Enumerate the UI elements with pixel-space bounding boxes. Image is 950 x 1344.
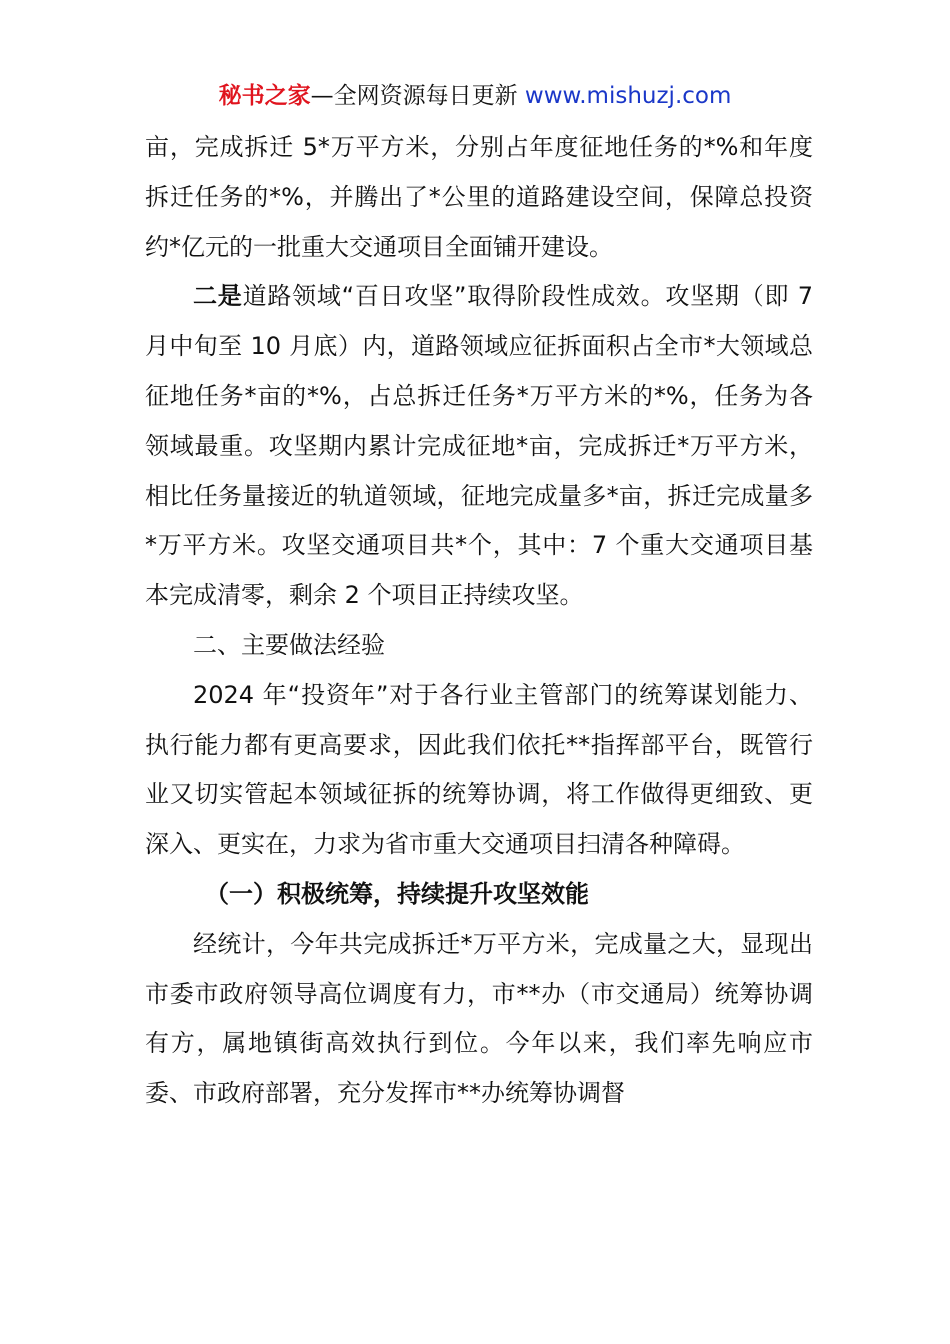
subsection-heading: （一）积极统筹，持续提升攻坚效能: [205, 879, 589, 908]
paragraph-text: 道路领域“百日攻坚”取得阶段性成效。攻坚期（即 7 月中旬至 10 月底）内，道路领域应征拆面积占全市*大领域总征地任务*亩的*%，占总拆迁任务*万平方米的*%，任务为各领域最重。攻坚期内累计完成征地*亩，完成拆迁*万平方米，相比任务量接近的轨道领域，征地完成量多*亩，拆迁完成量多*万平方米。攻坚交通项目共*个，其中：7 个重大交通项目基本完成清零，剩余 2 个项目正持续攻坚。: [145, 282, 814, 610]
section-heading: 二、主要做法经验: [193, 630, 385, 659]
paragraph-investment-year: 2024 年“投资年”对于各行业主管部门的统筹谋划能力、执行能力都有更高要求，因此我们依托**指挥部平台，既管行业又切实管起本领域征拆的统筹协调，将工作做得更细致、更深入、更实在，力求为省市重大交通项目扫清各种障碍。: [145, 680, 813, 859]
site-url: www.mishuzj.com: [524, 83, 732, 109]
paragraph-lead-label: 二是: [193, 282, 243, 311]
paragraph-continuation: 亩，完成拆迁 5*万平方米，分别占年度征地任务的*%和年度拆迁任务的*%，并腾出了*公里的道路建设空间，保障总投资约*亿元的一批重大交通项目全面铺开建设。: [145, 133, 813, 261]
brand-name: 秘书之家: [218, 83, 311, 109]
paragraph-road-campaign: [145, 272, 813, 621]
document-body: [145, 123, 813, 1119]
site-watermark-header: [0, 80, 950, 112]
header-tagline: —全网资源每日更新: [310, 83, 525, 109]
paragraph-statistics: 经统计，今年共完成拆迁*万平方米，完成量之大，显现出市委市政府领导高位调度有力，市**办（市交通局）统筹协调有方，属地镇街高效执行到位。今年以来，我们率先响应市委、市政府部署，充分发挥市**办统筹协调督: [145, 929, 813, 1108]
